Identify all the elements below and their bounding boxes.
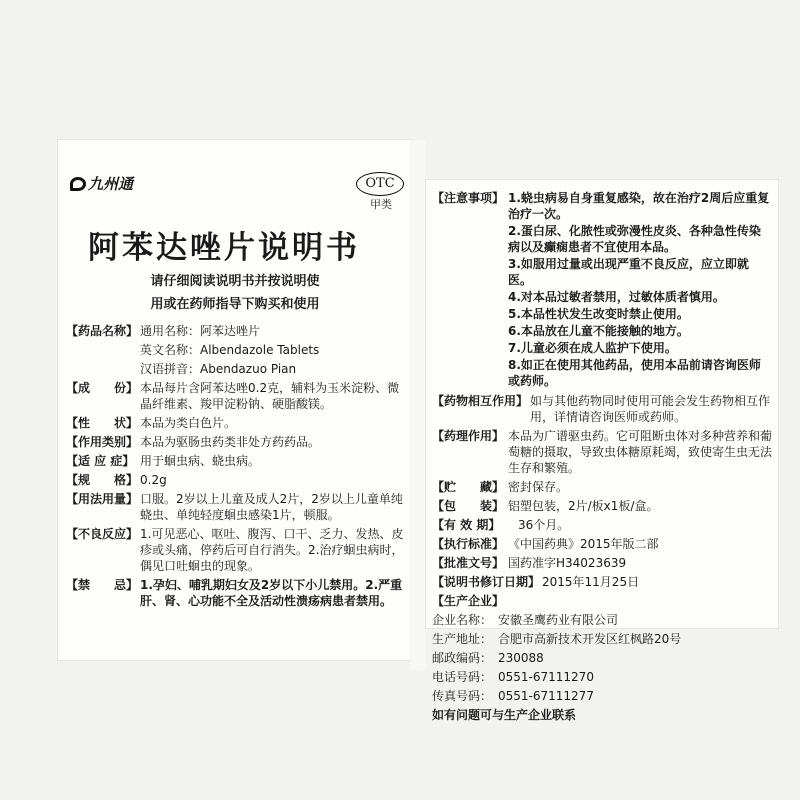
manufacturer-value: 230088: [498, 651, 544, 665]
section-label: 【性 状】: [66, 416, 139, 430]
precautions-list: [508, 190, 772, 390]
document-title: 阿苯达唑片说明书: [88, 230, 360, 266]
section-row: [66, 491, 404, 523]
section-row: [66, 380, 404, 412]
section-label: 【适 应 症】: [66, 454, 135, 468]
section-label: 【成 份】: [66, 381, 139, 395]
section-label: 【用法用量】: [66, 492, 139, 506]
section-label: 【贮 藏】: [432, 480, 505, 494]
precaution-item: 7.儿童必须在成人监护下使用。: [508, 341, 677, 355]
manufacturer-value: 0551-67111270: [498, 670, 594, 684]
section-row: [66, 415, 404, 431]
manufacturer-key: 邮政编码：: [432, 651, 493, 665]
section-label: 【说明书修订日期】: [432, 575, 541, 589]
section-label: 【药理作用】: [432, 429, 505, 443]
section-value: 本品为类白色片。: [140, 416, 237, 430]
section-value: 本品为驱肠虫药类非处方药药品。: [140, 435, 321, 449]
manufacturer-row: [432, 669, 772, 685]
section-label: 【执行标准】: [432, 537, 505, 551]
otc-class: 甲类: [370, 198, 392, 211]
manufacturer-key: 生产地址：: [432, 632, 493, 646]
section-label: [66, 342, 140, 358]
manufacturer-value: 0551-67111277: [498, 689, 594, 703]
manufacturer-row: [432, 688, 772, 704]
section-row: [432, 498, 772, 514]
section-row: [432, 428, 772, 476]
section-value: 本品为广谱驱虫药。它可阻断虫体对多种营养和葡萄糖的摄取，导致虫体糖原耗竭，致使寄生虫无法生存和繁殖。: [508, 429, 773, 475]
section-value: 通用名称：阿苯达唑片: [140, 324, 261, 338]
section-label: 【注意事项】: [432, 191, 505, 205]
section-row: [66, 323, 404, 339]
section-row: [432, 536, 772, 552]
precaution-item: 2.蛋白尿、化脓性或弥漫性皮炎、各种急性传染病以及癫痫患者不宜使用本品。: [508, 224, 761, 254]
section-row: [66, 361, 404, 377]
section-value: 本品每片含阿苯达唑0.2克，辅料为玉米淀粉、微晶纤维素、羧甲淀粉钠、硬脂酸镁。: [140, 381, 400, 411]
section-value: 1.可见恶心、呕吐、腹泻、口干、乏力、发热、皮疹或头痛，停药后可自行消失。2.治疗蛔虫病时，偶见口吐蛔虫的现象。: [140, 527, 404, 573]
section-row: [66, 526, 404, 574]
precaution-item: 8.如正在使用其他药品，使用本品前请咨询医师或药师。: [508, 358, 761, 388]
section-value: 如与其他药物同时使用可能会发生药物相互作用，详情请咨询医师或药师。: [530, 394, 771, 424]
manufacturer-footer: 如有问题可与生产企业联系: [432, 708, 577, 722]
manufacturer-key: 传真号码：: [432, 689, 493, 703]
section-row: [66, 434, 404, 450]
section-label: 【不良反应】: [66, 527, 139, 541]
section-label: 【药品名称】: [66, 324, 139, 338]
section-value: 2015年11月25日: [542, 575, 640, 589]
manufacturer-key: 电话号码：: [432, 670, 493, 684]
section-value: 0.2g: [140, 473, 167, 487]
section-row: [432, 393, 772, 425]
precaution-item: 6.本品放在儿童不能接触的地方。: [508, 324, 689, 338]
section-label: 【作用类别】: [66, 435, 139, 449]
subtitle-line-1: 请仔细阅读说明书并按说明使: [150, 274, 320, 289]
precaution-item: 1.蛲虫病易自身重复感染，故在治疗2周后应重复治疗一次。: [508, 191, 770, 221]
precaution-item: 5.本品性状发生改变时禁止使用。: [508, 307, 689, 321]
section-label: 【生产企业】: [432, 594, 505, 608]
section-row: [66, 472, 404, 488]
section-row: [432, 517, 772, 533]
section-label: 【药物相互作用】: [432, 394, 529, 408]
section-value: 《中国药典》2015年版二部: [508, 537, 659, 551]
section-label: 【批准文号】: [432, 556, 505, 570]
section-label: 【有 效 期】: [432, 518, 501, 532]
section-label: [66, 361, 140, 377]
section-value: 密封保存。: [508, 480, 569, 494]
section-value: 用于蛔虫病、蛲虫病。: [140, 454, 261, 468]
section-value: 口服。2岁以上儿童及成人2片，2岁以上儿童单纯蛲虫、单纯轻度蛔虫感染1片，顿服。: [140, 492, 403, 522]
manufacturer-row: [432, 631, 772, 647]
section-row: [66, 453, 404, 469]
subtitle-line-2: 用或在药师指导下购买和使用: [150, 297, 320, 312]
section-value: 1.孕妇、哺乳期妇女及2岁以下小儿禁用。2.严重肝、肾、心功能不全及活动性溃疡病患者禁用。: [140, 578, 403, 608]
section-value: 铝塑包装，2片/板x1板/盒。: [508, 499, 659, 513]
manufacturer-key: 企业名称：: [432, 613, 493, 627]
brand-logo-icon: [70, 177, 86, 191]
right-info-rows: [432, 393, 772, 590]
section-precautions: [432, 190, 772, 390]
section-row: [432, 555, 772, 571]
section-row: [66, 577, 404, 609]
manufacturer-rows: [432, 612, 772, 704]
section-row: [66, 342, 404, 358]
section-value: 汉语拼音：Abendazuo Pian: [140, 362, 297, 376]
right-sections: [432, 190, 772, 723]
section-label: 【包 装】: [432, 499, 505, 513]
section-value: 英文名称：Albendazole Tablets: [140, 343, 320, 357]
left-sections: [66, 323, 404, 612]
section-label: 【规 格】: [66, 473, 139, 487]
section-value: 36个月。: [518, 518, 570, 532]
precaution-item: 3.如服用过量或出现严重不良反应，应立即就医。: [508, 257, 749, 287]
manufacturer-value: 安徽圣鹰药业有限公司: [498, 613, 619, 627]
brand-logo: [70, 173, 133, 194]
precaution-item: 4.对本品过敏者禁用，过敏体质者慎用。: [508, 290, 725, 304]
section-row: [432, 574, 772, 590]
otc-badge: OTC: [356, 172, 404, 196]
section-label: 【禁 忌】: [66, 578, 139, 592]
manufacturer-row: [432, 650, 772, 666]
section-row: [432, 479, 772, 495]
manufacturer-row: [432, 612, 772, 628]
section-manufacturer: [432, 593, 772, 723]
section-value: 国药准字H34023639: [508, 556, 627, 570]
manufacturer-value: 合肥市高新技术开发区红枫路20号: [498, 632, 682, 646]
fold-edge: [410, 140, 426, 670]
brand-logo-text: 九州通: [88, 175, 134, 193]
